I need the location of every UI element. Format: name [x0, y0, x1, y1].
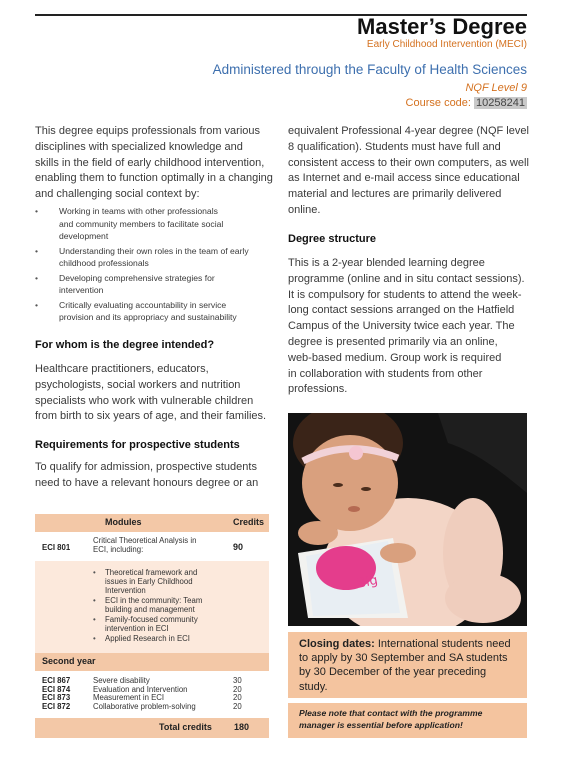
- intro-paragraph: This degree equips professionals from various disciplines with specialized knowledge and skills in the field of early childhood intervention, enabling them to function optimally in a changing and challenging social context by:: [35, 125, 273, 201]
- list-item: • Understanding their own roles in the team of early childhood professionals: [35, 245, 280, 270]
- structure-heading: Degree structure: [288, 233, 377, 245]
- table-row: ECI 874 Evaluation and Intervention 20: [42, 684, 242, 694]
- table-row: ECI 873 Measurement in ECI 20: [42, 693, 242, 702]
- total-credits-value: 180: [234, 722, 250, 732]
- nqf-level: NQF Level 9: [465, 82, 527, 94]
- list-item: • Developing comprehensive strategies for intervention: [35, 272, 280, 297]
- whom-paragraph: Healthcare practitioners, educators, psychologists, social workers and nutrition specialists who work with vulnerable children from birth to six years of age, and their families.: [35, 363, 267, 423]
- page-title: Master’s Degree: [357, 14, 527, 39]
- faculty-line: Administered through the Faculty of Health Sciences: [212, 62, 527, 77]
- second-year-modules: [42, 676, 262, 710]
- structure-paragraph: This is a 2-year blended learning degree programme (online and in situ contact sessions). It is compulsory for students to attend the week- long contact sessions arranged on the Hatfield Campus of the University twice each year. The degree is presented primarily via an online, web-based medium. Group work is required in collaboration with students from other professions.: [288, 257, 525, 396]
- modules-column-header: Modules: [105, 517, 142, 527]
- table-row: ECI 872 Collaborative problem-solving 20: [42, 701, 242, 711]
- second-year-header: Second year: [35, 653, 269, 671]
- module-name: Critical Theoretical Analysis in ECI, including:: [93, 536, 197, 554]
- list-item: • Applied Research in ECI: [93, 634, 223, 643]
- table-row: ECI 867 Severe disability 30: [42, 676, 242, 685]
- list-item: • ECI in the community: Team building and management: [93, 596, 223, 614]
- total-credits-label: Total credits: [159, 722, 212, 732]
- list-item: • Theoretical framework and issues in Early Childhood Intervention: [93, 568, 223, 595]
- course-code-label: Course code:: [405, 97, 471, 109]
- module-subtopics: [93, 568, 223, 644]
- list-item: • Critically evaluating accountability in service provision and its appropriacy and sustainability: [35, 299, 280, 324]
- credits-column-header: Credits: [233, 517, 265, 527]
- course-code-value: 10258241: [476, 97, 525, 109]
- closing-dates-label: Closing dates:: [299, 638, 375, 650]
- contact-note-box: Please note that contact with the programme manager is essential before application!: [288, 703, 527, 738]
- program-subtitle: Early Childhood Intervention (MECI): [366, 39, 527, 50]
- modules-table-header: [35, 514, 269, 532]
- requirements-heading: Requirements for prospective students: [35, 439, 240, 451]
- whom-heading: For whom is the degree intended?: [35, 339, 215, 351]
- baby-reading-photo: [288, 413, 527, 626]
- closing-dates-box: Closing dates: International students need to apply by 30 September and SA students by 30 December of the year preceding study.: [288, 632, 527, 698]
- admission-continued-paragraph: equivalent Professional 4-year degree (NQF level 8 qualification). Students must have full and consistent access to their own computers, as well as Internet and e-mail access since educational material and lectures are primarily delivered online.: [288, 125, 529, 216]
- list-item: • Working in teams with other professionals and community members to facilitate social development: [35, 205, 280, 243]
- requirements-paragraph: To qualify for admission, prospective students need to have a relevant honours degree or an: [35, 461, 259, 489]
- total-credits-row: [35, 718, 269, 738]
- module-code: ECI 801: [42, 543, 71, 552]
- book-text: Big: [355, 572, 380, 592]
- skills-list: [35, 205, 280, 326]
- list-item: • Family-focused community intervention in ECI: [93, 615, 223, 633]
- course-code: [300, 97, 527, 109]
- module-credits: 90: [233, 542, 244, 552]
